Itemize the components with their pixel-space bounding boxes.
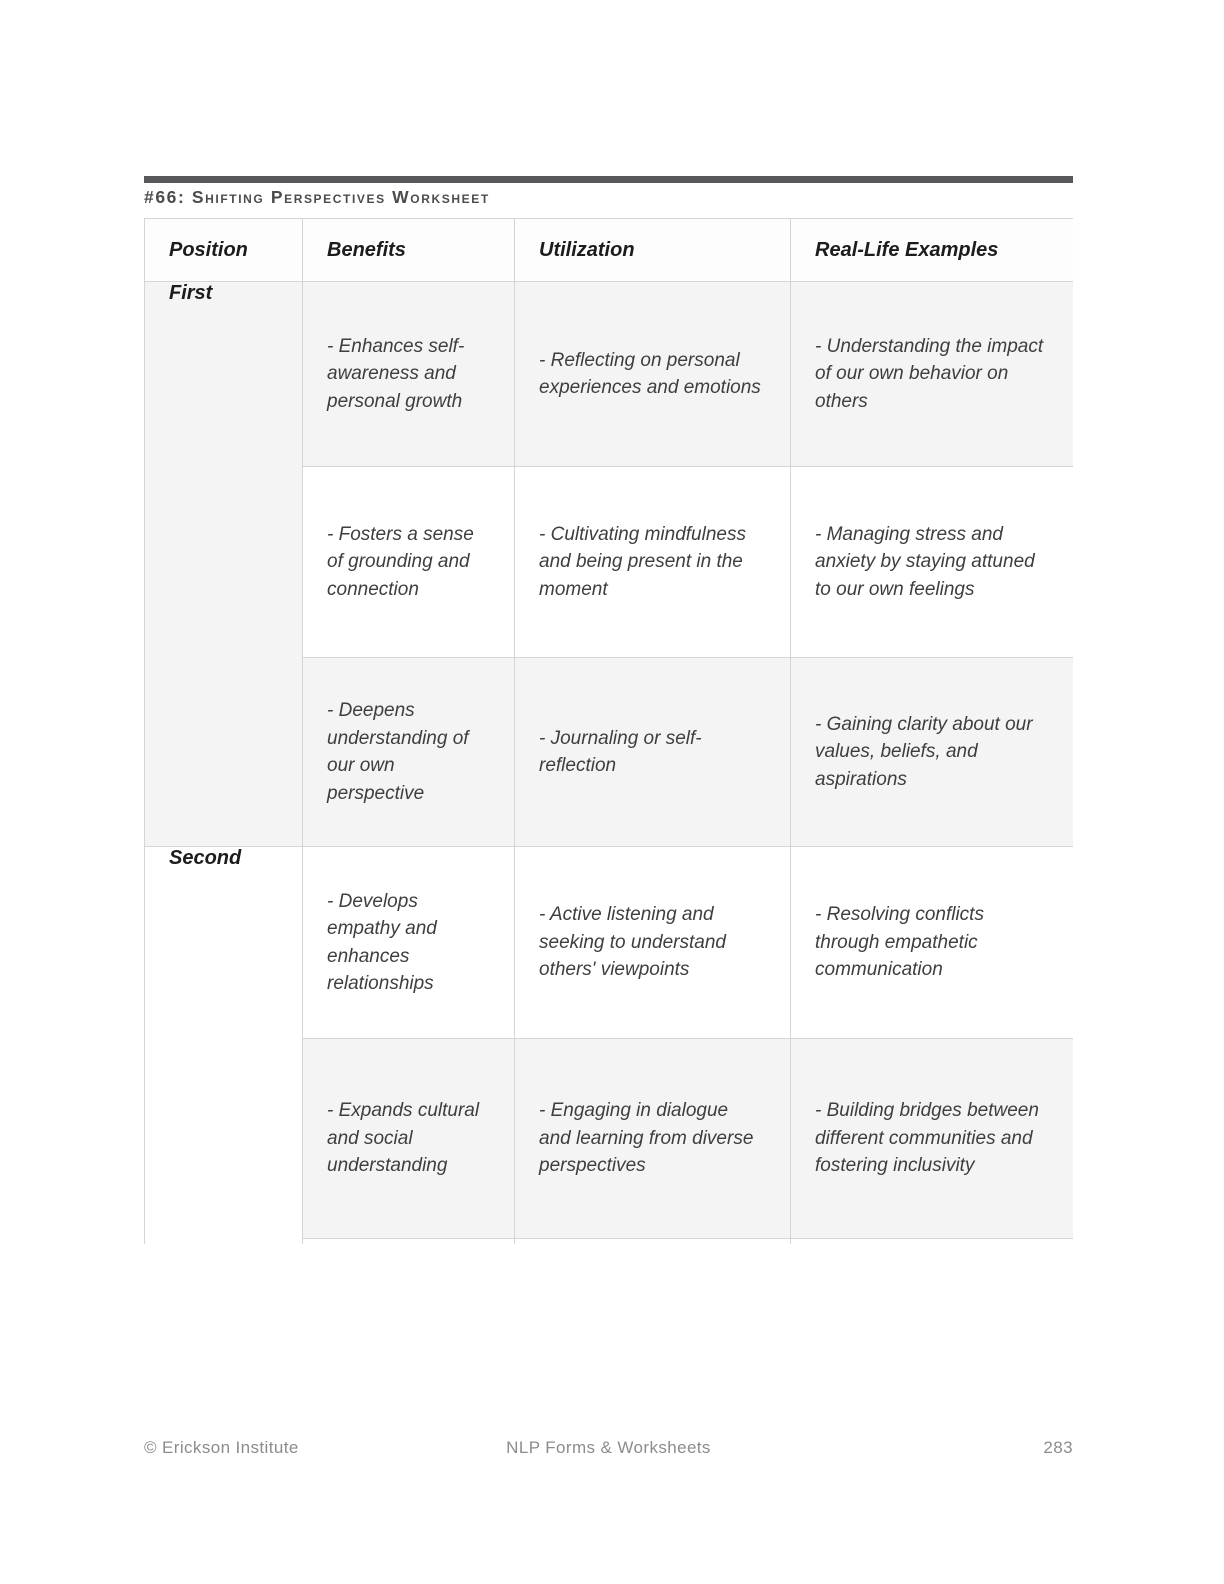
worksheet-table-container <box>144 218 1073 1244</box>
position-cell-second: Second <box>145 847 303 1245</box>
column-header-utilization: Utilization <box>515 219 791 282</box>
benefits-cell: - Develops empathy and enhances relationships <box>303 847 515 1039</box>
utilization-cell: - Reflecting on personal experiences and emotions <box>515 282 791 467</box>
utilization-cell: - Active listening and seeking to understand others' viewpoints <box>515 847 791 1039</box>
column-header-benefits: Benefits <box>303 219 515 282</box>
utilization-cell: - Engaging in dialogue and learning from diverse perspectives <box>515 1039 791 1239</box>
benefits-cell <box>303 1239 515 1245</box>
table-row <box>145 847 1074 1039</box>
position-cell-first: First <box>145 282 303 847</box>
column-header-position: Position <box>145 219 303 282</box>
examples-cell: - Understanding the impact of our own behavior on others <box>791 282 1074 467</box>
page-footer <box>144 1438 1073 1462</box>
column-header-examples: Real-Life Examples <box>791 219 1074 282</box>
utilization-cell: - Cultivating mindfulness and being present in the moment <box>515 467 791 658</box>
page-title: #66: Shifting Perspectives Worksheet <box>144 187 490 207</box>
table-header-row <box>145 219 1074 282</box>
utilization-cell <box>515 1239 791 1245</box>
examples-cell <box>791 1239 1074 1245</box>
examples-cell: - Resolving conflicts through empathetic communication <box>791 847 1074 1039</box>
footer-page-number: 283 <box>1043 1438 1073 1457</box>
benefits-cell: - Deepens understanding of our own perspective <box>303 658 515 847</box>
footer-book-title: NLP Forms & Worksheets <box>506 1438 711 1457</box>
examples-cell: - Building bridges between different communities and fostering inclusivity <box>791 1039 1074 1239</box>
footer-copyright: © Erickson Institute <box>144 1438 299 1457</box>
table-row <box>145 282 1074 467</box>
title-rule-bar <box>144 176 1073 183</box>
examples-cell: - Managing stress and anxiety by staying attuned to our own feelings <box>791 467 1074 658</box>
benefits-cell: - Fosters a sense of grounding and connection <box>303 467 515 658</box>
worksheet-table <box>144 218 1073 1244</box>
utilization-cell: - Journaling or self-reflection <box>515 658 791 847</box>
benefits-cell: - Expands cultural and social understanding <box>303 1039 515 1239</box>
benefits-cell: - Enhances self-awareness and personal growth <box>303 282 515 467</box>
examples-cell: - Gaining clarity about our values, beliefs, and aspirations <box>791 658 1074 847</box>
